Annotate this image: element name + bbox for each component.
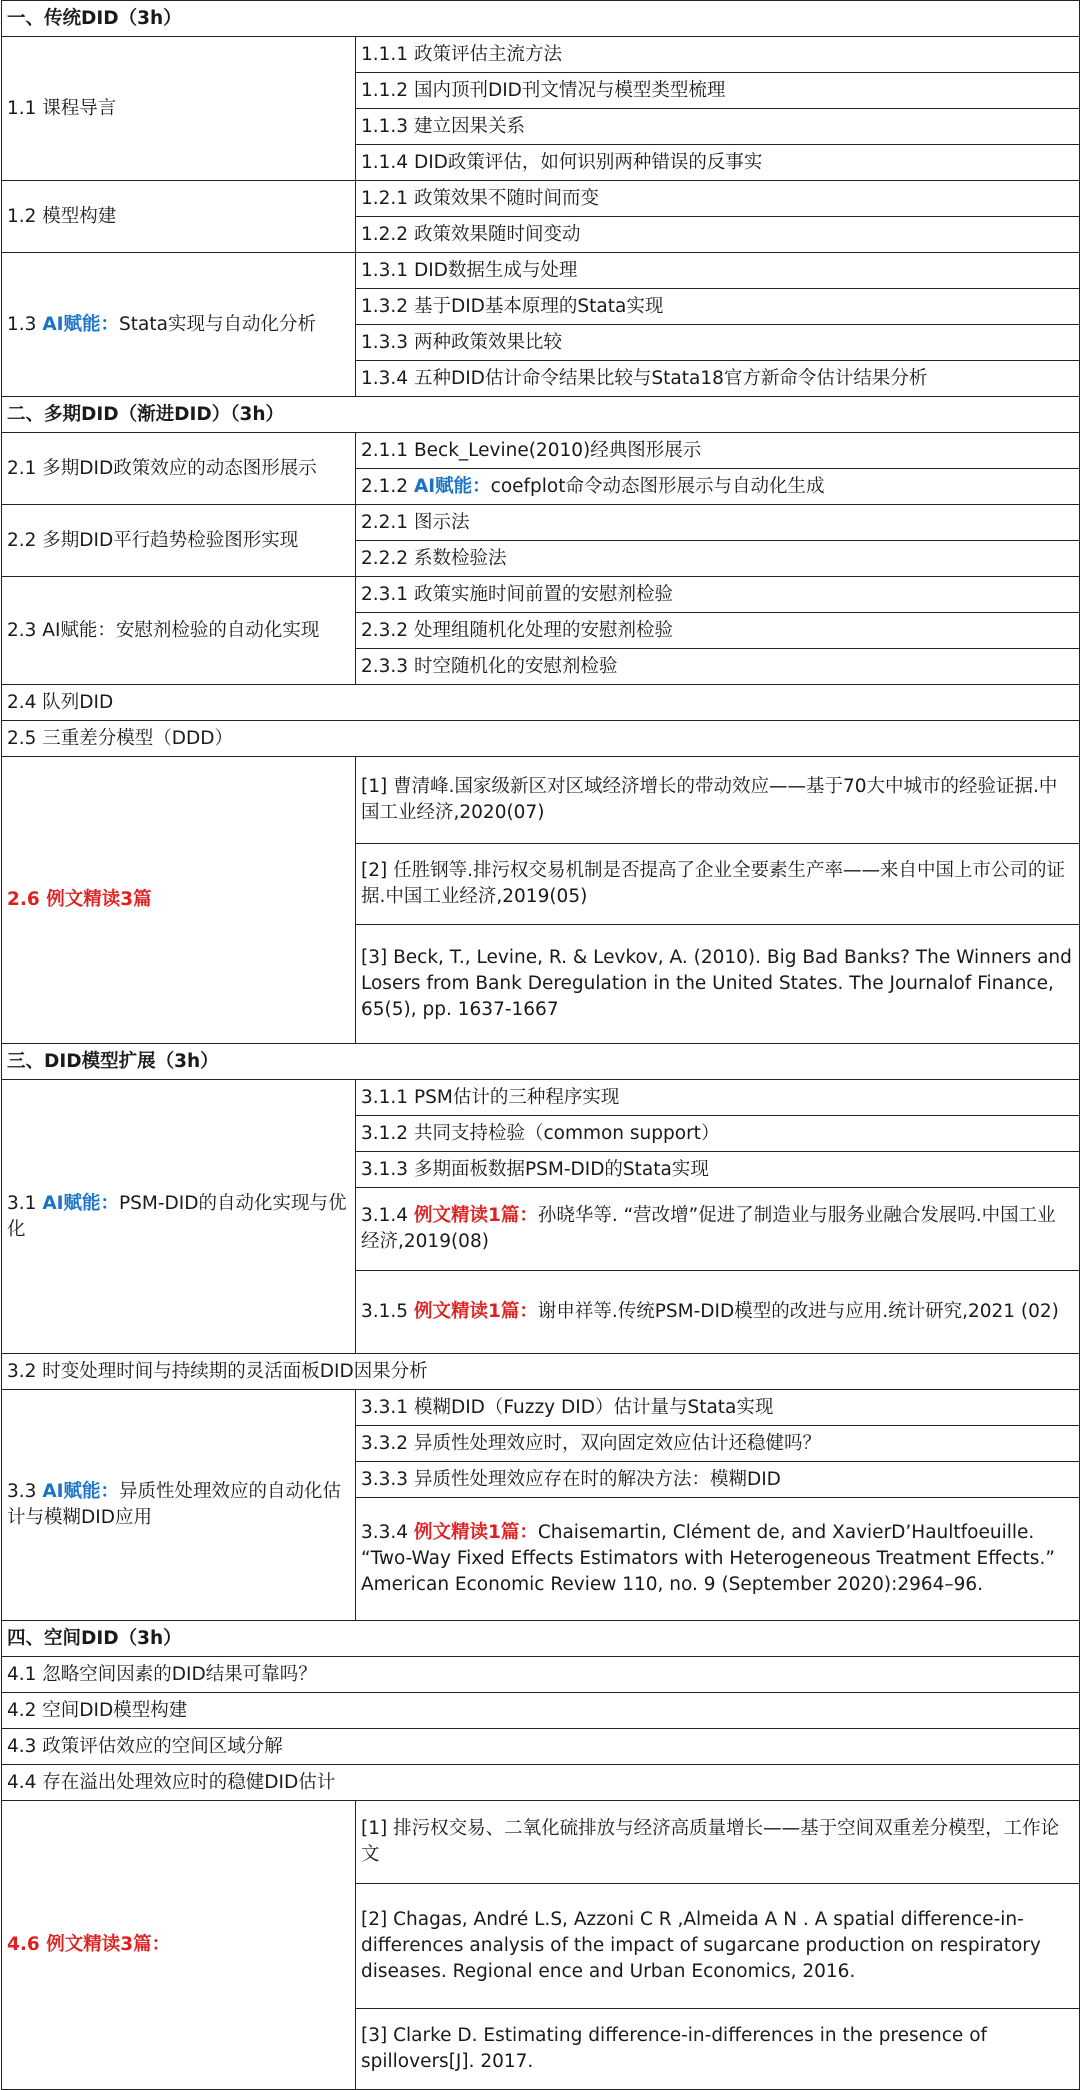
topic-2-2: 2.2 多期DID平行趋势检验图形实现 <box>2 505 356 577</box>
subtopic-text: coefplot命令动态图形展示与自动化生成 <box>490 475 825 497</box>
section-header-4: 四、空间DID（3h） <box>2 1621 1080 1657</box>
subtopic-1-3-2: 1.3.2 基于DID基本原理的Stata实现 <box>356 289 1080 325</box>
topic-number: 3.1 <box>7 1192 43 1214</box>
reading-2-6-3: [3] Beck, T., Levine, R. & Levkov, A. (2010). Big Bad Banks? The Winners and Losers from Bank Deregulation in the United States. The Journalof Finance, 65(5), pp. 1637-1667 <box>356 925 1080 1044</box>
ai-tag: AI赋能： <box>413 475 491 497</box>
reading-tag: 例文精读1篇： <box>413 1205 538 1226</box>
topic-2-4: 2.4 队列DID <box>2 685 1080 721</box>
subtopic-3-1-3: 3.1.3 多期面板数据PSM-DID的Stata实现 <box>356 1152 1080 1188</box>
topic-4-6: 4.6 例文精读3篇： <box>2 1801 356 2090</box>
subtopic-3-1-5 <box>356 1271 1080 1354</box>
subtopic-number: 2.1.2 <box>361 475 414 497</box>
subtopic-2-1-1: 2.1.1 Beck_Levine(2010)经典图形展示 <box>356 433 1080 469</box>
topic-text: PSM-DID的自动化实现与优化 <box>7 1192 347 1240</box>
reading-tag: 例文精读1篇： <box>413 1522 538 1543</box>
topic-number: 3.3 <box>7 1481 43 1502</box>
subtopic-number: 3.3.4 <box>361 1522 414 1543</box>
reading-tag: 例文精读1篇： <box>413 1301 538 1322</box>
subtopic-1-2-2: 1.2.2 政策效果随时间变动 <box>356 217 1080 253</box>
subtopic-1-3-3: 1.3.3 两种政策效果比较 <box>356 325 1080 361</box>
subtopic-3-3-2: 3.3.2 异质性处理效应时，双向固定效应估计还稳健吗？ <box>356 1426 1080 1462</box>
subtopic-number: 3.1.4 <box>361 1205 414 1226</box>
subtopic-1-3-4: 1.3.4 五种DID估计命令结果比较与Stata18官方新命令估计结果分析 <box>356 361 1080 397</box>
subtopic-2-2-2: 2.2.2 系数检验法 <box>356 541 1080 577</box>
ai-tag: AI赋能： <box>42 1192 120 1214</box>
topic-3-1 <box>2 1080 356 1354</box>
subtopic-3-1-1: 3.1.1 PSM估计的三种程序实现 <box>356 1080 1080 1116</box>
topic-3-3 <box>2 1390 356 1621</box>
subtopic-2-1-2 <box>356 469 1080 505</box>
reading-4-6-3: [3] Clarke D. Estimating difference-in-differences in the presence of spillovers[J]. 2017. <box>356 2009 1080 2090</box>
subtopic-1-3-1: 1.3.1 DID数据生成与处理 <box>356 253 1080 289</box>
topic-number: 1.3 <box>7 313 43 335</box>
topic-2-1: 2.1 多期DID政策效应的动态图形展示 <box>2 433 356 505</box>
subtopic-3-1-2: 3.1.2 共同支持检验（common support） <box>356 1116 1080 1152</box>
section-header-2: 二、多期DID（渐进DID）（3h） <box>2 397 1080 433</box>
topic-1-2: 1.2 模型构建 <box>2 181 356 253</box>
topic-2-6: 2.6 例文精读3篇 <box>2 757 356 1044</box>
subtopic-2-3-1: 2.3.1 政策实施时间前置的安慰剂检验 <box>356 577 1080 613</box>
section-header-1: 一、传统DID（3h） <box>2 1 1080 37</box>
reading-2-6-1: [1] 曹清峰.国家级新区对区域经济增长的带动效应——基于70大中城市的经验证据.中国工业经济,2020(07) <box>356 757 1080 844</box>
subtopic-text: 孙晓华等. “营改增”促进了制造业与服务业融合发展吗.中国工业经济,2019(08) <box>361 1205 1056 1252</box>
subtopic-3-3-1: 3.3.1 模糊DID（Fuzzy DID）估计量与Stata实现 <box>356 1390 1080 1426</box>
reading-2-6-2: [2] 任胜钢等.排污权交易机制是否提高了企业全要素生产率——来自中国上市公司的证据.中国工业经济,2019(05) <box>356 844 1080 925</box>
outline-table <box>1 0 1080 2090</box>
subtopic-3-1-4 <box>356 1188 1080 1271</box>
subtopic-3-3-3: 3.3.3 异质性处理效应存在时的解决方法：模糊DID <box>356 1462 1080 1498</box>
subtopic-2-3-3: 2.3.3 时空随机化的安慰剂检验 <box>356 649 1080 685</box>
topic-1-1: 1.1 课程导言 <box>2 37 356 181</box>
subtopic-1-1-1: 1.1.1 政策评估主流方法 <box>356 37 1080 73</box>
subtopic-1-1-2: 1.1.2 国内顶刊DID刊文情况与模型类型梳理 <box>356 73 1080 109</box>
subtopic-text: Chaisemartin, Clément de, and XavierD’Haultfoeuille. “Two-Way Fixed Effects Estimators with Heterogeneous Treatment Effects.” American Economic Review 110, no. 9 (September 2020):2964–96. <box>361 1522 1055 1595</box>
subtopic-text: 谢申祥等.传统PSM-DID模型的改进与应用.统计研究,2021 (02) <box>537 1301 1059 1322</box>
topic-text: Stata实现与自动化分析 <box>119 313 316 335</box>
subtopic-1-2-1: 1.2.1 政策效果不随时间而变 <box>356 181 1080 217</box>
ai-tag: AI赋能： <box>42 313 120 335</box>
topic-4-1: 4.1 忽略空间因素的DID结果可靠吗？ <box>2 1657 1080 1693</box>
ai-tag: AI赋能： <box>42 1481 120 1502</box>
subtopic-1-1-4: 1.1.4 DID政策评估，如何识别两种错误的反事实 <box>356 145 1080 181</box>
topic-text: 异质性处理效应的自动化估计与模糊DID应用 <box>7 1481 342 1528</box>
subtopic-number: 3.1.5 <box>361 1301 414 1322</box>
subtopic-2-2-1: 2.2.1 图示法 <box>356 505 1080 541</box>
subtopic-2-3-2: 2.3.2 处理组随机化处理的安慰剂检验 <box>356 613 1080 649</box>
section-header-3: 三、DID模型扩展（3h） <box>2 1044 1080 1080</box>
reading-4-6-1: [1] 排污权交易、二氧化硫排放与经济高质量增长——基于空间双重差分模型，工作论文 <box>356 1801 1080 1884</box>
topic-4-2: 4.2 空间DID模型构建 <box>2 1693 1080 1729</box>
subtopic-1-1-3: 1.1.3 建立因果关系 <box>356 109 1080 145</box>
topic-2-3: 2.3 AI赋能：安慰剂检验的自动化实现 <box>2 577 356 685</box>
topic-1-3 <box>2 253 356 397</box>
topic-3-2: 3.2 时变处理时间与持续期的灵活面板DID因果分析 <box>2 1354 1080 1390</box>
reading-4-6-2: [2] Chagas, André L.S, Azzoni C R ,Almeida A N . A spatial difference-in-differences analysis of the impact of sugarcane production on respiratory diseases. Regional ence and Urban Economics, 2016. <box>356 1884 1080 2009</box>
topic-2-5: 2.5 三重差分模型（DDD） <box>2 721 1080 757</box>
subtopic-3-3-4 <box>356 1498 1080 1621</box>
topic-4-4: 4.4 存在溢出处理效应时的稳健DID估计 <box>2 1765 1080 1801</box>
topic-4-3: 4.3 政策评估效应的空间区域分解 <box>2 1729 1080 1765</box>
